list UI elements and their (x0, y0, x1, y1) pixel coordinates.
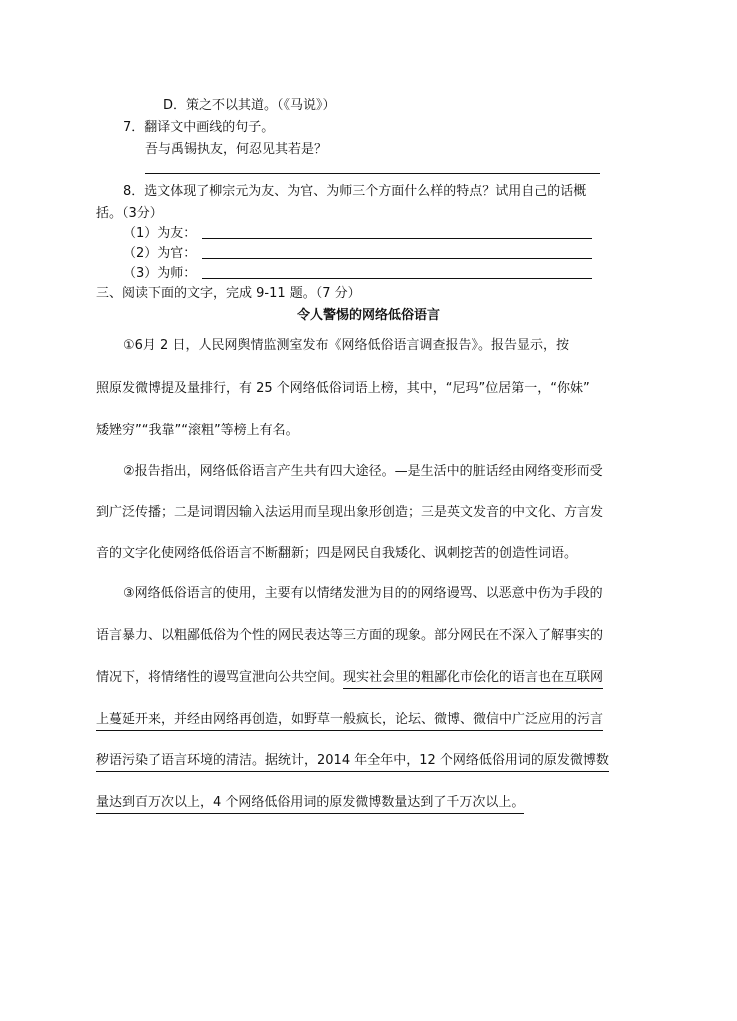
p3-line-2: 语言暴力、以粗鄙低俗为个性的网民表达等三方面的现象。部分网民在不深入了解事实的 (96, 628, 604, 643)
section-3-heading: 三、阅读下面的文字，完成 9-11 题。（7 分） (96, 286, 361, 301)
q8-item-teacher (123, 266, 196, 282)
p1-line-1: ①6月 2 日，人民网舆情监测室发布《网络低俗语言调查报告》。报告显示，按 (123, 338, 569, 353)
q8-item-friend (123, 226, 196, 242)
p3-line-3-plain: 情况下，将情绪性的谩骂宣泄向公共空间。 (96, 670, 344, 685)
p3-line-4 (96, 712, 603, 728)
p3-underlined-line-1: 上蔓延开来，并经由网络再创造，如野草一般疯长，论坛、微博、微信中广泛应用的污言 (96, 712, 603, 731)
q8-teacher-answer-line[interactable] (202, 278, 592, 279)
article-title: 令人警惕的网络低俗语言 (296, 308, 440, 323)
q8-item-official-label: （2）为官： (123, 246, 197, 261)
q8-item-official (123, 246, 196, 262)
q7-sentence: 吾与禹锡执友，何忍见其若是？ (145, 142, 328, 157)
q7-answer-line[interactable] (145, 173, 600, 174)
q6-option-d: D．策之不以其道。（《马说》） (163, 98, 336, 113)
p3-underlined-start: 现实社会里的粗鄙化市侩化的语言也在互联网 (343, 670, 603, 689)
q8-item-friend-label: （1）为友： (123, 226, 197, 241)
p3-line-5 (96, 753, 609, 769)
p3-underlined-line-3: 量达到百万次以上，4 个网络低俗用词的原发微博数量达到了千万次以上。 (96, 795, 524, 814)
q8-line-1: 8．选文体现了柳宗元为友、为官、为师三个方面什么样的特点？试用自己的话概 (123, 184, 587, 199)
p3-line-3 (96, 670, 603, 686)
p3-underlined-line-2: 秽语污染了语言环境的清洁。据统计，2014 年全年中，12 个网络低俗用词的原发微博数 (96, 753, 609, 772)
q7-prompt: 7．翻译文中画线的句子。 (123, 120, 275, 135)
q8-friend-answer-line[interactable] (202, 238, 592, 239)
p2-line-3: 音的文字化使网络低俗语言不断翻新；四是网民自我矮化、讽刺挖苦的创造性词语。 (96, 546, 578, 561)
p3-line-1: ③网络低俗语言的使用，主要有以情绪发泄为目的的网络谩骂、以恶意中伤为手段的 (123, 586, 603, 601)
q8-line-2: 括。（3分） (96, 206, 163, 221)
q8-item-teacher-label: （3）为师： (123, 266, 197, 281)
p2-line-2: 到广泛传播；二是词谓因输入法运用而呈现出象形创造；三是英文发音的中文化、方言发 (96, 505, 604, 520)
q8-official-answer-line[interactable] (202, 258, 592, 259)
p3-line-6 (96, 795, 524, 811)
p2-line-1: ②报告指出，网络低俗语言产生共有四大途径。—是生活中的脏话经由网络变形而受 (123, 464, 603, 479)
p1-line-2: 照原发微博提及量排行，有 25 个网络低俗词语上榜，其中，“尼玛”位居第一，“你妹” (96, 381, 590, 396)
p1-line-3: 矮矬穷”“我靠”“滚粗”等榜上有名。 (96, 423, 299, 438)
